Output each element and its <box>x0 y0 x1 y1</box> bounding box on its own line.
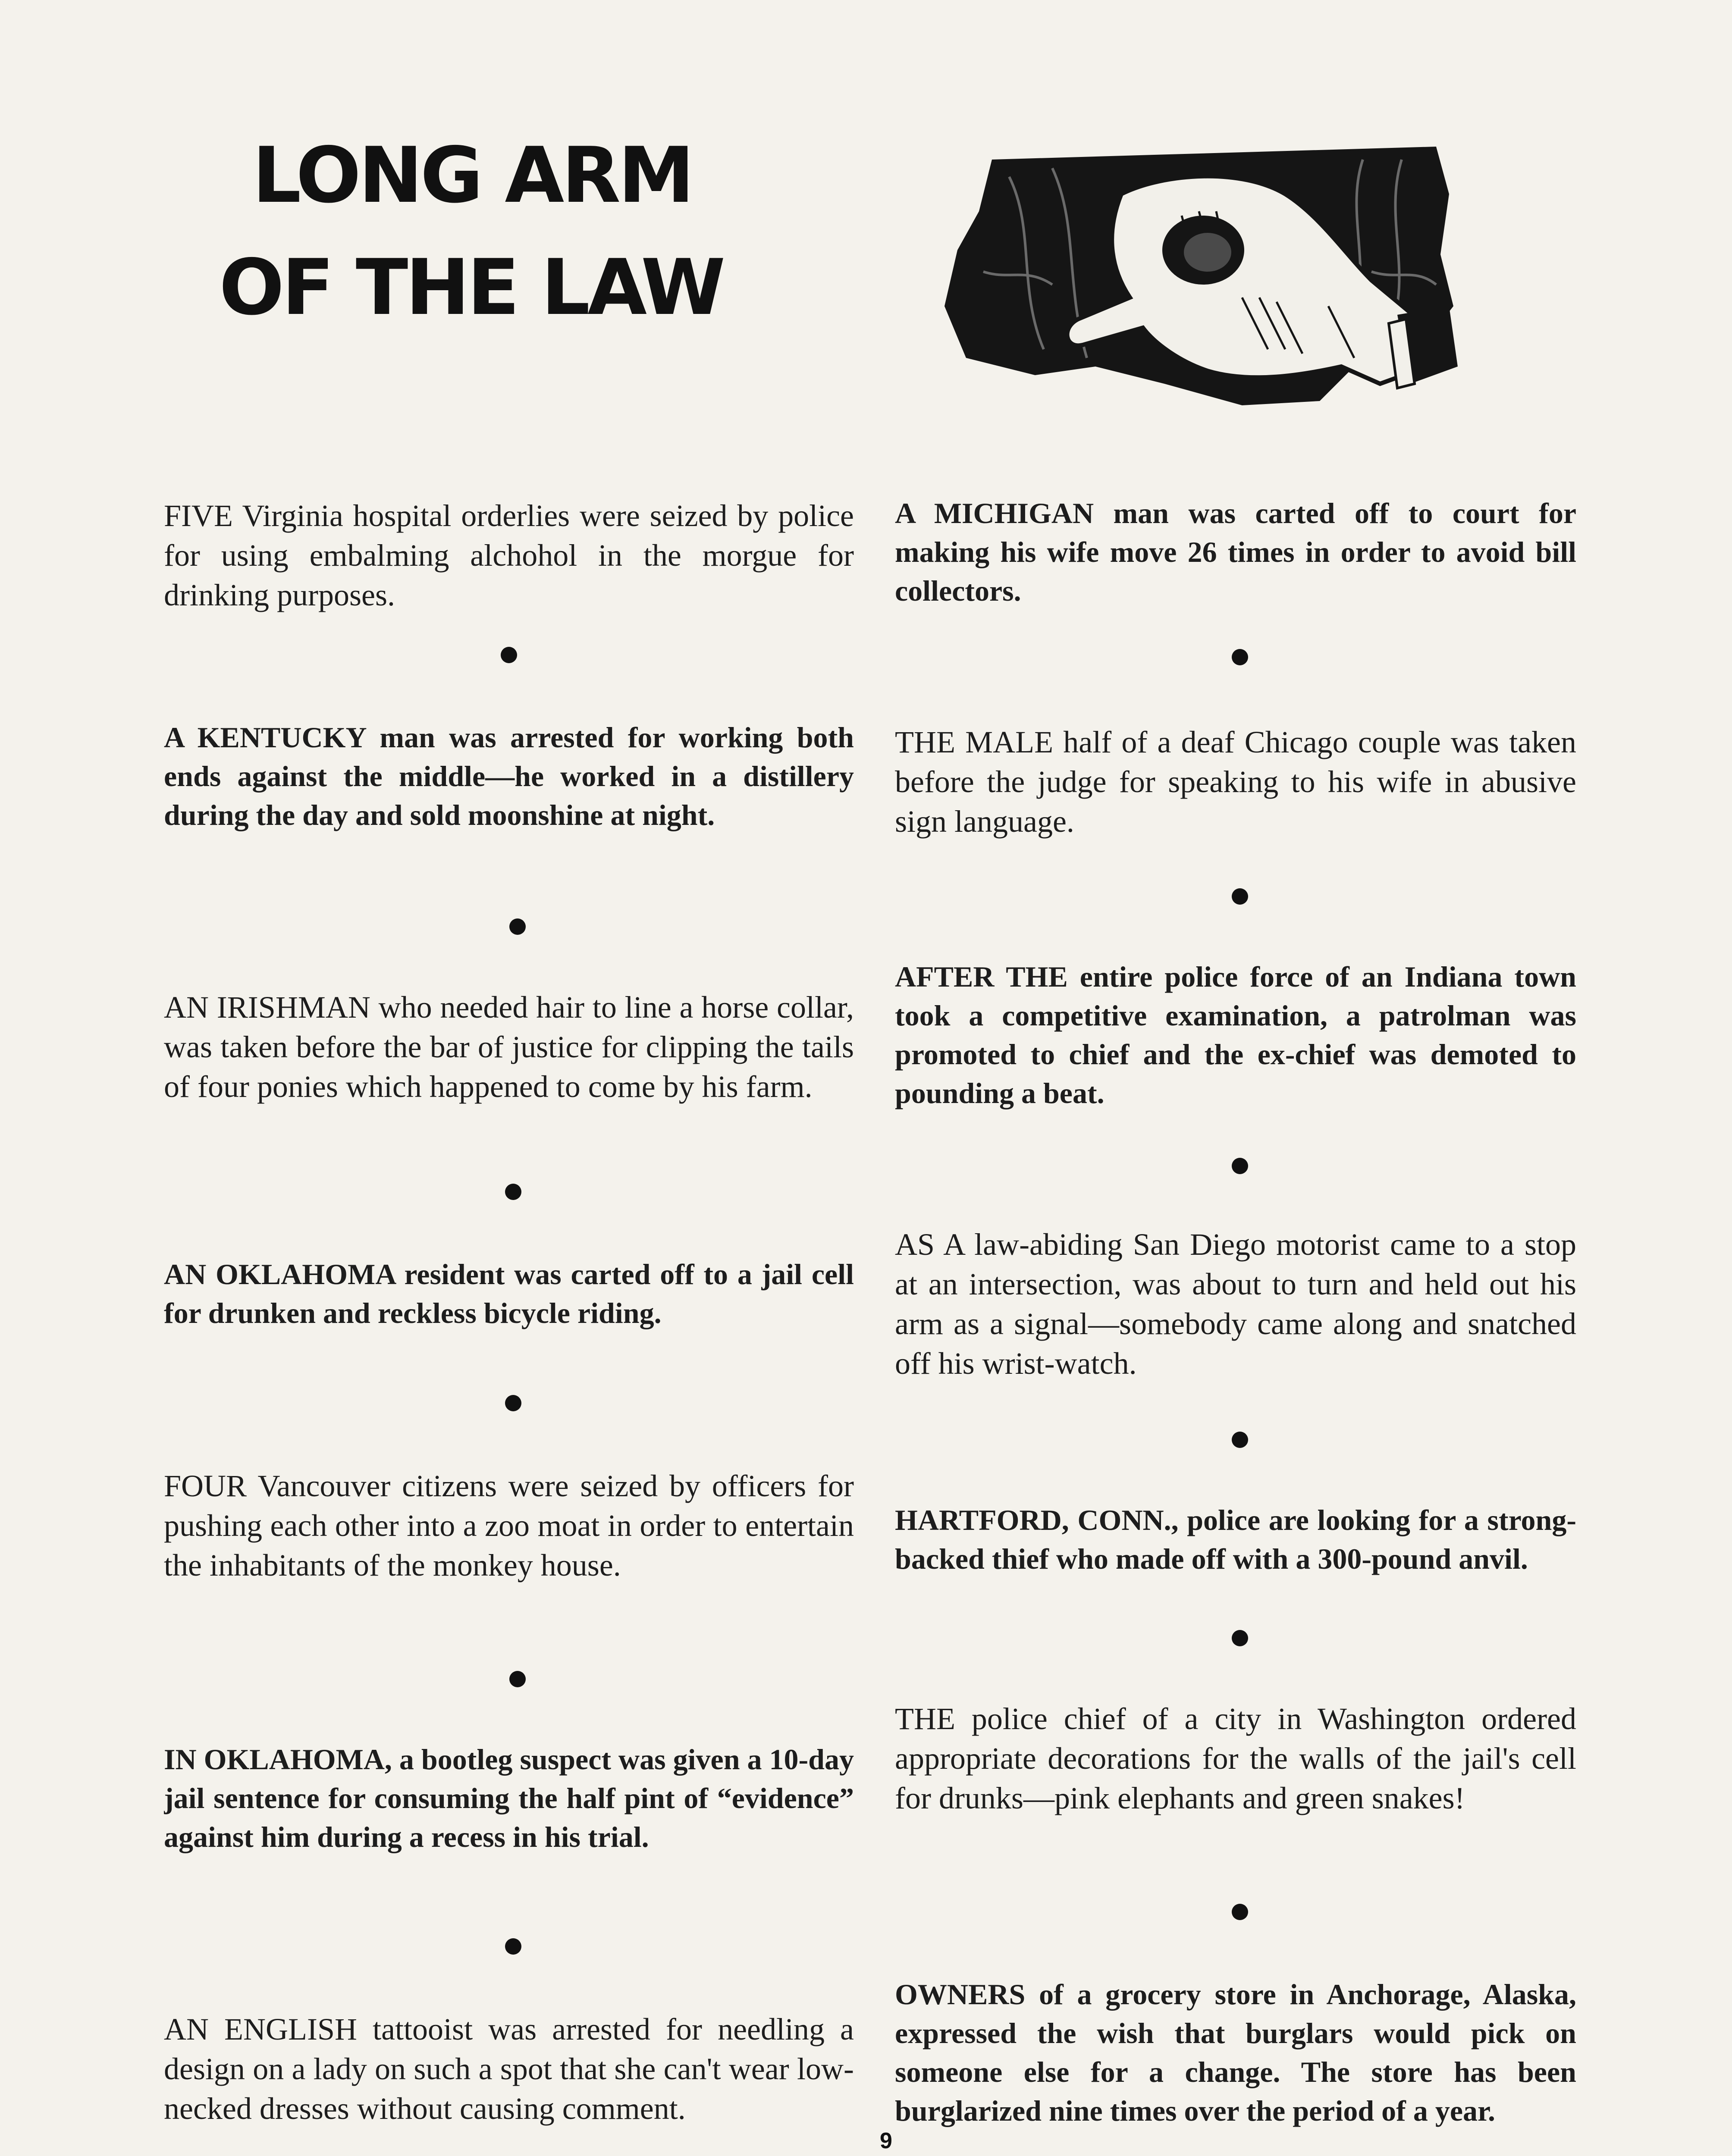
news-item: FOUR Vancouver citizens were seized by officers for pushing each other into a zoo moat in order to entertain the inhabitants of the monkey house. <box>164 1469 854 1583</box>
bullet-separator <box>509 918 526 935</box>
bullet-separator <box>1232 888 1248 905</box>
page-title-line-2: OF THE LAW <box>219 243 723 332</box>
news-item: AFTER THE entire police force of an Indiana town took a competitive examination, a patrolman was promoted to chief and the ex-chief was demoted to pounding a beat. <box>895 960 1576 1109</box>
news-item: AN ENGLISH tattooist was arrested for needling a design on a lady on such a spot that she can't wear low-necked dresses without causing comment. <box>164 2012 854 2126</box>
news-item: THE MALE half of a deaf Chicago couple was taken before the judge for speaking to his wife in abusive sign language. <box>895 725 1576 839</box>
bullet-separator <box>501 647 517 663</box>
bullet-separator <box>1232 1630 1248 1646</box>
bullet-separator <box>1232 1432 1248 1448</box>
page-number: 9 <box>880 2128 892 2153</box>
news-item: A KENTUCKY man was arrested for working both ends against the middle—he worked in a distillery during the day and sold moonshine at night. <box>164 721 854 831</box>
news-item: A MICHIGAN man was carted off to court for making his wife move 26 times in order to avoid bill collectors. <box>895 497 1576 607</box>
grasping-hand-illustration <box>940 142 1475 414</box>
bullet-separator <box>1232 1904 1248 1920</box>
news-item: AS A law-abiding San Diego motorist came to a stop at an intersection, was about to turn and held out his arm as a signal—somebody came along and snatched off his wrist-watch. <box>895 1227 1576 1381</box>
bullet-separator <box>505 1395 521 1411</box>
bullet-separator <box>509 1671 526 1687</box>
news-item: FIVE Virginia hospital orderlies were seized by police for using embalming alchohol in the morgue for drinking purposes. <box>164 498 854 612</box>
news-item: OWNERS of a grocery store in Anchorage, Alaska, expressed the wish that burglars would pick on someone else for a change. The store has been burglarized nine times over the period of a year. <box>895 1978 1576 2127</box>
bullet-separator <box>505 1184 521 1200</box>
bullet-separator <box>1232 649 1248 665</box>
news-item: HARTFORD, CONN., police are looking for a strong-backed thief who made off with a 300-pound anvil. <box>895 1504 1576 1575</box>
bullet-separator <box>1232 1158 1248 1174</box>
news-item: AN IRISHMAN who needed hair to line a horse collar, was taken before the bar of justice for clipping the tails of four ponies which happened to come by his farm. <box>164 990 854 1104</box>
bullet-separator <box>505 1938 521 1955</box>
news-item: IN OKLAHOMA, a bootleg suspect was given a 10-day jail sentence for consuming the half pint of “evidence” against him during a recess in his trial. <box>164 1743 854 1853</box>
news-item: AN OKLAHOMA resident was carted off to a jail cell for drunken and reckless bicycle riding. <box>164 1258 854 1329</box>
news-item: THE police chief of a city in Washington ordered appropriate decorations for the walls of the jail's cell for drunks—pink elephants and green snakes! <box>895 1702 1576 1815</box>
page-title-line-1: LONG ARM <box>252 131 692 220</box>
